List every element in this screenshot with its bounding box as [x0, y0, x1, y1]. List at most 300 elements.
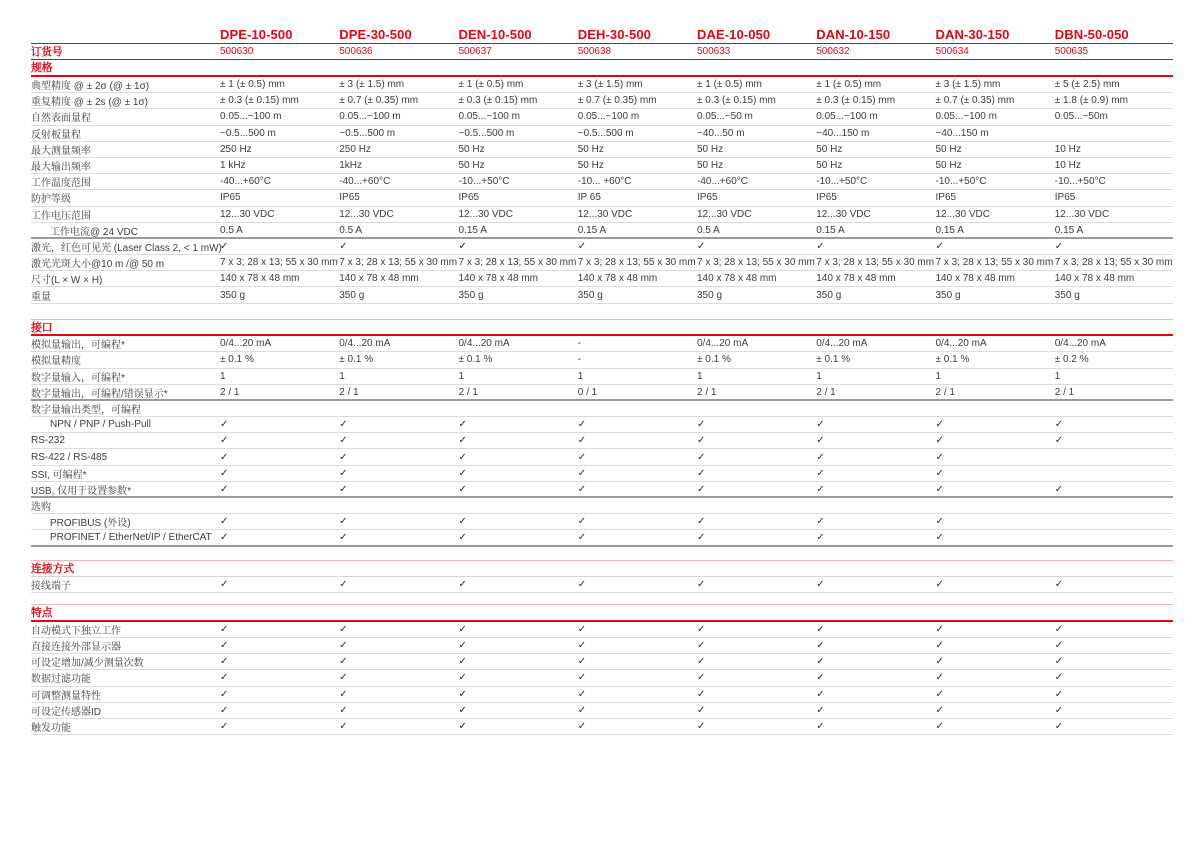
check-icon: ✓	[697, 623, 706, 635]
spec-value: -	[577, 338, 582, 350]
check-icon: ✓	[816, 483, 825, 495]
check-icon: ✓	[458, 516, 467, 528]
spec-value: 0.05...~50m	[1054, 111, 1108, 123]
table-row	[31, 207, 1173, 223]
spec-value: 50 Hz	[697, 160, 724, 172]
check-icon: ✓	[816, 516, 825, 528]
spec-value: IP65	[339, 192, 360, 204]
spec-value: 12...30 VDC	[458, 208, 513, 220]
row-label: 可设定增加/减少测量次数	[31, 658, 144, 670]
check-icon: ✓	[577, 240, 587, 252]
row-label: 触发功能	[31, 722, 71, 734]
spec-value: ± 3 (± 1.5) mm	[935, 79, 1001, 91]
spec-value: ~40...50 m	[697, 127, 745, 139]
model-header: DBN-50-050	[1054, 27, 1129, 42]
model-header: DPE-10-500	[220, 27, 293, 42]
check-icon: ✓	[220, 483, 229, 495]
table-row	[31, 482, 1173, 498]
check-icon: ✓	[339, 640, 348, 652]
row-label: 激光光斑大小@10 m /@ 50 m	[31, 259, 165, 271]
spec-value: IP 65	[577, 192, 601, 204]
check-icon: ✓	[577, 623, 587, 635]
check-icon: ✓	[577, 672, 587, 684]
spec-value: 1	[577, 370, 584, 382]
spec-value: ± 0.1 %	[458, 354, 493, 366]
row-label: 直接连接外部显示器	[31, 642, 121, 654]
check-icon: ✓	[1054, 483, 1064, 495]
check-icon: ✓	[935, 435, 944, 447]
spec-value: ~0.5...500 m	[339, 127, 396, 139]
check-icon: ✓	[220, 623, 229, 635]
spec-value: ± 0.7 (± 0.35) mm	[339, 95, 419, 107]
spec-value: 0/4...20 mA	[220, 338, 272, 350]
check-icon: ✓	[339, 419, 348, 431]
spec-value: ± 1.8 (± 0.9) mm	[1054, 95, 1128, 107]
order-number: 500635	[1054, 46, 1089, 57]
check-icon: ✓	[339, 531, 348, 543]
row-label: 数字量输入，可编程*	[31, 372, 125, 384]
spec-value: 2 / 1	[697, 386, 717, 398]
spec-value: ~0.5...500 m	[220, 127, 276, 139]
check-icon: ✓	[1054, 435, 1064, 447]
check-icon: ✓	[458, 435, 467, 447]
check-icon: ✓	[339, 720, 348, 732]
row-label: 工作电压范围	[31, 210, 91, 222]
spec-value: ± 0.1 %	[935, 354, 970, 366]
check-icon: ✓	[220, 516, 229, 528]
model-header: DEN-10-500	[458, 27, 532, 42]
check-icon: ✓	[816, 623, 825, 635]
spec-value: ~0.5...500 m	[577, 127, 634, 139]
check-icon: ✓	[816, 419, 825, 431]
table-row	[31, 93, 1173, 109]
spec-value: 0.15 A	[816, 224, 845, 236]
table-row	[31, 433, 1173, 449]
check-icon: ✓	[339, 623, 348, 635]
spec-value: 12...30 VDC	[816, 208, 871, 220]
check-icon: ✓	[935, 240, 944, 252]
row-label: 反射板量程	[31, 129, 81, 141]
spec-value: 0.15 A	[577, 224, 607, 236]
spec-value: 50 Hz	[935, 160, 962, 172]
spec-value: 50 Hz	[458, 143, 485, 155]
row-label: RS-422 / RS-485	[31, 451, 108, 463]
check-icon: ✓	[816, 720, 825, 732]
section-title: 连接方式	[31, 562, 75, 575]
check-icon: ✓	[697, 419, 706, 431]
spec-value: ± 3 (± 1.5) mm	[339, 79, 405, 91]
spec-value: 7 x 3; 28 x 13; 55 x 30 mm	[1054, 257, 1173, 269]
check-icon: ✓	[697, 672, 706, 684]
table-row	[31, 26, 1173, 44]
spec-value: 140 x 78 x 48 mm	[816, 273, 896, 285]
model-header: DAN-10-150	[816, 27, 891, 42]
spec-value: 7 x 3; 28 x 13; 55 x 30 mm	[697, 257, 815, 269]
spec-value: ± 0.3 (± 0.15) mm	[697, 95, 776, 107]
check-icon: ✓	[697, 240, 706, 252]
table-row	[31, 670, 1173, 686]
spec-value: 2 / 1	[339, 386, 359, 398]
check-icon: ✓	[339, 688, 348, 700]
spec-value: 0.05...~100 m	[816, 111, 878, 123]
table-row	[31, 638, 1173, 654]
check-icon: ✓	[220, 656, 229, 668]
check-icon: ✓	[1054, 672, 1064, 684]
check-icon: ✓	[935, 467, 944, 479]
row-label: NPN / PNP / Push-Pull	[50, 419, 151, 431]
spec-value: ± 0.7 (± 0.35) mm	[577, 95, 657, 107]
check-icon: ✓	[816, 704, 825, 716]
spec-value: -40...+60°C	[339, 176, 391, 188]
check-icon: ✓	[577, 516, 587, 528]
check-icon: ✓	[1054, 419, 1064, 431]
spec-value: 0 / 1	[577, 386, 598, 398]
check-icon: ✓	[1054, 623, 1064, 635]
section-title: 规格	[31, 61, 53, 74]
model-header: DPE-30-500	[339, 27, 412, 42]
check-icon: ✓	[577, 467, 587, 479]
check-icon: ✓	[697, 467, 706, 479]
spec-value: 0.05...~100 m	[935, 111, 997, 123]
check-icon: ✓	[220, 640, 229, 652]
spec-value: 140 x 78 x 48 mm	[339, 273, 419, 285]
spec-value: 10 Hz	[1054, 143, 1081, 155]
row-label: 数字量输出类型，可编程	[31, 404, 141, 416]
row-label: 可设定传感器ID	[31, 706, 101, 718]
spec-value: 0.15 A	[935, 224, 964, 236]
check-icon: ✓	[935, 483, 944, 495]
check-icon: ✓	[577, 704, 587, 716]
check-icon: ✓	[220, 419, 229, 431]
row-label: 防护等级	[31, 194, 71, 206]
spec-value: 0.5 A	[220, 224, 243, 236]
table-row	[31, 158, 1173, 174]
spec-value: 12...30 VDC	[697, 208, 752, 220]
check-icon: ✓	[816, 240, 825, 252]
check-icon: ✓	[935, 704, 944, 716]
spec-value: -10...+50°C	[458, 176, 510, 188]
spec-value: ~40...150 m	[935, 127, 989, 139]
spec-value: ± 0.3 (± 0.15) mm	[816, 95, 896, 107]
check-icon: ✓	[458, 720, 467, 732]
order-number: 500632	[816, 46, 850, 57]
spec-value: 140 x 78 x 48 mm	[697, 273, 777, 285]
spec-value: 350 g	[339, 289, 365, 301]
table-row	[31, 77, 1173, 93]
spec-value: 7 x 3; 28 x 13; 55 x 30 mm	[220, 257, 338, 269]
spec-value: ± 0.7 (± 0.35) mm	[935, 95, 1015, 107]
spec-value: 2 / 1	[816, 386, 836, 398]
row-label: 最大输出频率	[31, 162, 91, 174]
spec-value: 0/4...20 mA	[458, 338, 510, 350]
spec-value: ± 0.1 %	[220, 354, 254, 366]
check-icon: ✓	[697, 483, 706, 495]
check-icon: ✓	[816, 640, 825, 652]
table-row	[31, 401, 1173, 417]
table-row	[31, 336, 1173, 352]
table-row	[31, 560, 1173, 578]
check-icon: ✓	[339, 451, 348, 463]
check-icon: ✓	[697, 579, 706, 591]
row-label: 最大测量频率	[31, 145, 91, 157]
check-icon: ✓	[816, 656, 825, 668]
spec-value: ± 1 (± 0.5) mm	[458, 79, 524, 91]
check-icon: ✓	[458, 531, 467, 543]
row-label: RS-232	[31, 435, 65, 447]
table-row	[31, 385, 1173, 401]
table-row	[31, 417, 1173, 433]
order-number: 500638	[577, 46, 612, 57]
spec-value: 350 g	[935, 289, 961, 301]
spec-value: IP65	[935, 192, 957, 204]
spec-value: 140 x 78 x 48 mm	[220, 273, 300, 285]
table-row	[31, 498, 1173, 514]
row-label: 自然表面量程	[31, 113, 91, 125]
spec-value: 0.05...~100 m	[339, 111, 401, 123]
check-icon: ✓	[935, 672, 944, 684]
check-icon: ✓	[577, 419, 587, 431]
spec-value: ± 1 (± 0.5) mm	[220, 79, 285, 91]
table-row	[31, 287, 1173, 303]
table-row	[31, 319, 1173, 337]
table-row	[31, 126, 1173, 142]
spec-value: 12...30 VDC	[577, 208, 633, 220]
row-label: 模拟量精度	[31, 356, 81, 368]
spec-value: 7 x 3; 28 x 13; 55 x 30 mm	[816, 257, 935, 269]
spec-value: -10...+50°C	[935, 176, 987, 188]
check-icon: ✓	[1054, 640, 1064, 652]
check-icon: ✓	[339, 483, 348, 495]
spec-value: 50 Hz	[935, 143, 962, 155]
spec-value: 1kHz	[339, 160, 363, 172]
row-label: 尺寸(L × W × H)	[31, 275, 103, 287]
check-icon: ✓	[220, 704, 229, 716]
check-icon: ✓	[577, 451, 587, 463]
check-icon: ✓	[1054, 240, 1064, 252]
spec-value: 250 Hz	[339, 143, 371, 155]
row-label: 激光，红色可见光 (Laser Class 2, < 1 mW)	[31, 242, 222, 254]
spec-value: 50 Hz	[816, 160, 843, 172]
spec-value: ± 0.3 (± 0.15) mm	[220, 95, 299, 107]
table-row	[31, 654, 1173, 670]
spec-value: 1	[935, 370, 942, 382]
check-icon: ✓	[458, 672, 467, 684]
spec-value: ± 1 (± 0.5) mm	[816, 79, 882, 91]
row-label: 选购	[31, 502, 51, 514]
spec-value: -40...+60°C	[220, 176, 271, 188]
check-icon: ✓	[1054, 720, 1064, 732]
check-icon: ✓	[458, 451, 467, 463]
spec-value: 7 x 3; 28 x 13; 55 x 30 mm	[935, 257, 1054, 269]
row-label: 典型精度 @ ± 2σ (@ ± 1σ)	[31, 81, 150, 93]
spec-value: 0.5 A	[339, 224, 363, 236]
spec-value: 0.5 A	[697, 224, 720, 236]
table-row	[31, 239, 1173, 255]
check-icon: ✓	[220, 688, 229, 700]
row-label: 自动模式下独立工作	[31, 625, 121, 637]
spec-value: 0.05...~100 m	[458, 111, 520, 123]
spec-value: 0.15 A	[1054, 224, 1084, 236]
spec-value: ± 0.1 %	[339, 354, 374, 366]
check-icon: ✓	[458, 656, 467, 668]
table-row	[31, 703, 1173, 719]
spec-value: 1 kHz	[220, 160, 246, 172]
spec-value: -10...+50°C	[1054, 176, 1106, 188]
spec-value: 140 x 78 x 48 mm	[935, 273, 1015, 285]
spec-value: 0.05...~50 m	[697, 111, 753, 123]
spec-value: ~40...150 m	[816, 127, 870, 139]
check-icon: ✓	[816, 579, 825, 591]
check-icon: ✓	[458, 640, 467, 652]
order-number: 500634	[935, 46, 969, 57]
spec-value: 50 Hz	[697, 143, 724, 155]
check-icon: ✓	[220, 451, 229, 463]
table-row	[31, 449, 1173, 465]
check-icon: ✓	[577, 579, 587, 591]
check-icon: ✓	[220, 240, 229, 252]
row-label: PROFIBUS (外设)	[50, 518, 131, 530]
table-row	[31, 687, 1173, 703]
check-icon: ✓	[935, 579, 944, 591]
check-icon: ✓	[697, 656, 706, 668]
spec-value: 2 / 1	[458, 386, 478, 398]
check-icon: ✓	[935, 656, 944, 668]
spec-value: 350 g	[220, 289, 246, 301]
spec-value: 0/4...20 mA	[1054, 338, 1106, 350]
check-icon: ✓	[697, 720, 706, 732]
check-icon: ✓	[339, 467, 348, 479]
spec-value: -10... +60°C	[577, 176, 632, 188]
spec-value: 0/4...20 mA	[935, 338, 987, 350]
spec-value: 350 g	[458, 289, 484, 301]
table-row	[31, 369, 1173, 385]
table-row	[31, 604, 1173, 622]
check-icon: ✓	[697, 531, 706, 543]
spec-value: 0.15 A	[458, 224, 487, 236]
check-icon: ✓	[458, 419, 467, 431]
check-icon: ✓	[1054, 656, 1064, 668]
spec-value: 12...30 VDC	[339, 208, 394, 220]
spec-value: 140 x 78 x 48 mm	[458, 273, 538, 285]
spec-value: 50 Hz	[577, 160, 604, 172]
spec-value: 7 x 3; 28 x 13; 55 x 30 mm	[577, 257, 696, 269]
check-icon: ✓	[577, 531, 587, 543]
row-label: SSI, 可编程*	[31, 469, 87, 481]
spec-value: 10 Hz	[1054, 160, 1081, 172]
check-icon: ✓	[339, 656, 348, 668]
check-icon: ✓	[577, 483, 587, 495]
spec-value: 50 Hz	[816, 143, 843, 155]
check-icon: ✓	[339, 579, 348, 591]
spec-value: ± 0.3 (± 0.15) mm	[458, 95, 538, 107]
spec-table	[31, 26, 1173, 735]
table-row	[31, 60, 1173, 78]
spec-value: 0/4...20 mA	[697, 338, 749, 350]
check-icon: ✓	[1054, 704, 1064, 716]
spec-value: ± 0.2 %	[1054, 354, 1089, 366]
spec-value: IP65	[1054, 192, 1076, 204]
table-row	[31, 466, 1173, 482]
table-row	[31, 719, 1173, 735]
order-number-label: 订货号	[31, 46, 63, 58]
check-icon: ✓	[458, 579, 467, 591]
check-icon: ✓	[697, 688, 706, 700]
spec-value: 12...30 VDC	[935, 208, 990, 220]
check-icon: ✓	[1054, 579, 1064, 591]
check-icon: ✓	[458, 483, 467, 495]
row-label: 可调整测量特性	[31, 690, 101, 702]
table-row	[31, 352, 1173, 368]
check-icon: ✓	[577, 688, 587, 700]
table-row	[31, 577, 1173, 593]
spec-value: 7 x 3; 28 x 13; 55 x 30 mm	[339, 257, 458, 269]
spec-value: 1	[220, 370, 226, 382]
table-row	[31, 174, 1173, 190]
model-header: DAN-30-150	[935, 27, 1010, 42]
row-label: 工作电流@ 24 VDC	[50, 226, 138, 238]
row-label: PROFINET / EtherNet/IP / EtherCAT	[50, 531, 212, 543]
check-icon: ✓	[220, 579, 229, 591]
check-icon: ✓	[220, 672, 229, 684]
spec-value: 250 Hz	[220, 143, 252, 155]
check-icon: ✓	[577, 656, 587, 668]
spec-value: -	[577, 354, 582, 366]
order-number: 500633	[697, 46, 731, 57]
check-icon: ✓	[339, 435, 348, 447]
spec-value: 7 x 3; 28 x 13; 55 x 30 mm	[458, 257, 577, 269]
check-icon: ✓	[458, 623, 467, 635]
model-header: DAE-10-050	[697, 27, 771, 42]
table-row	[31, 271, 1173, 287]
check-icon: ✓	[935, 531, 944, 543]
check-icon: ✓	[220, 467, 229, 479]
check-icon: ✓	[697, 516, 706, 528]
spec-value: 50 Hz	[577, 143, 604, 155]
table-row	[31, 190, 1173, 206]
check-icon: ✓	[220, 720, 229, 732]
row-label: 工作温度范围	[31, 178, 91, 190]
check-icon: ✓	[816, 435, 825, 447]
check-icon: ✓	[697, 435, 706, 447]
spec-value: 1	[816, 370, 822, 382]
section-title: 特点	[31, 607, 53, 620]
row-label: 接线端子	[31, 581, 71, 593]
check-icon: ✓	[816, 451, 825, 463]
check-icon: ✓	[697, 704, 706, 716]
check-icon: ✓	[458, 704, 467, 716]
spec-value: 350 g	[1054, 289, 1080, 301]
check-icon: ✓	[816, 467, 825, 479]
check-icon: ✓	[339, 240, 348, 252]
check-icon: ✓	[1054, 688, 1064, 700]
spec-value: 0.05...~100 m	[220, 111, 282, 123]
row-label: 数字量输出，可编程/错误显示*	[31, 388, 168, 400]
check-icon: ✓	[697, 640, 706, 652]
check-icon: ✓	[935, 623, 944, 635]
check-icon: ✓	[339, 516, 348, 528]
spec-value: 0/4...20 mA	[816, 338, 868, 350]
section-title: 接口	[31, 321, 53, 334]
spec-value: 0/4...20 mA	[339, 338, 391, 350]
spec-value: -40...+60°C	[697, 176, 748, 188]
spec-value: 350 g	[816, 289, 842, 301]
spec-value: ± 0.1 %	[816, 354, 851, 366]
table-row	[31, 255, 1173, 271]
check-icon: ✓	[220, 435, 229, 447]
check-icon: ✓	[577, 435, 587, 447]
check-icon: ✓	[935, 516, 944, 528]
order-number: 500630	[220, 46, 254, 57]
